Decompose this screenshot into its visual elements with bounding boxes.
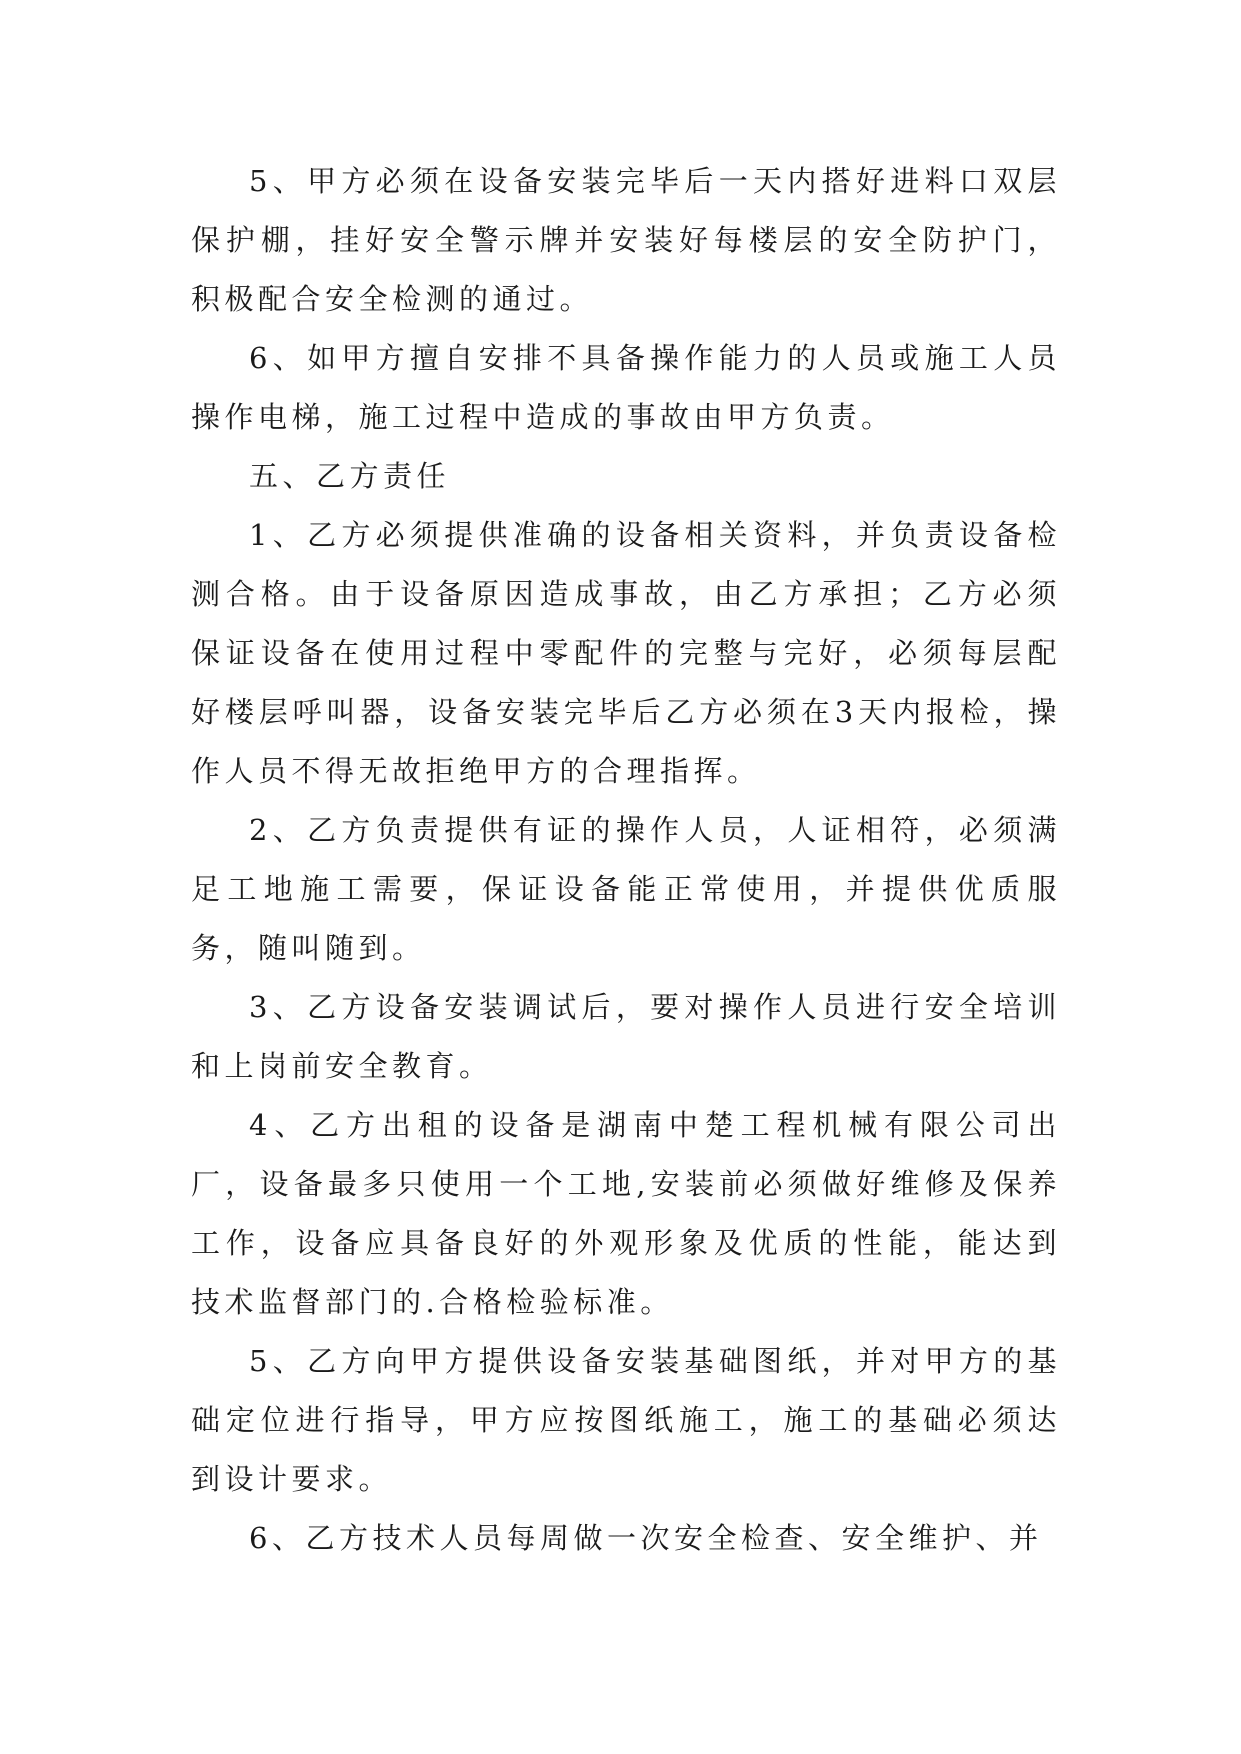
- paragraph-a6-unqualified-operator: 6、如甲方擅自安排不具备操作能力的人员或施工人员操作电梯，施工过程中造成的事故由甲方负责。: [191, 341, 1061, 434]
- paragraph-b2-certified-operators: 2、乙方负责提供有证的操作人员，人证相符，必须满足工地施工需要，保证设备能正常使用，并提供优质服务，随叫随到。: [191, 813, 1061, 965]
- paragraph-b5-foundation-drawings: 5、乙方向甲方提供设备安装基础图纸，并对甲方的基础定位进行指导，甲方应按图纸施工，施工的基础必须达到设计要求。: [191, 1344, 1061, 1496]
- section-heading-party-b-responsibility: 五、乙方责任: [249, 459, 451, 493]
- paragraph-b1-equipment-docs: 1、乙方必须提供准确的设备相关资料，并负责设备检测合格。由于设备原因造成事故，由乙方承担；乙方必须保证设备在使用过程中零配件的完整与完好，必须每层配好楼层呼叫器，设备安装完毕后乙方必须在3天内报检，操作人员不得无故拒绝甲方的合理指挥。: [191, 518, 1061, 788]
- paragraph-a5-safety-shed: 5、甲方必须在设备安装完毕后一天内搭好进料口双层保护棚，挂好安全警示牌并安装好每楼层的安全防护门，积极配合安全检测的通过。: [191, 164, 1061, 316]
- paragraph-b6-weekly-inspection: 6、乙方技术人员每周做一次安全检查、安全维护、并: [249, 1521, 1043, 1555]
- paragraph-b4-equipment-condition: 4、乙方出租的设备是湖南中楚工程机械有限公司出厂，设备最多只使用一个工地,安装前必须做好维修及保养工作，设备应具备良好的外观形象及优质的性能，能达到技术监督部门的.合格检验标准。: [191, 1108, 1061, 1319]
- paragraph-b3-safety-training: 3、乙方设备安装调试后，要对操作人员进行安全培训和上岗前安全教育。: [191, 990, 1061, 1083]
- document-body: [191, 152, 1061, 1568]
